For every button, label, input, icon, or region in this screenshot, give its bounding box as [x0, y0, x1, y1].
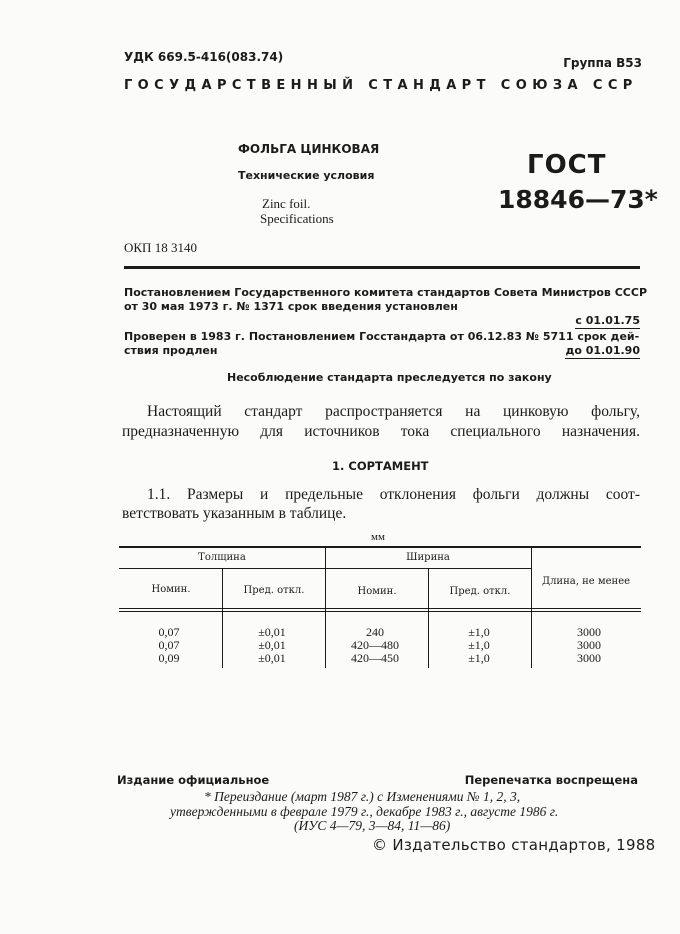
- document-title: ФОЛЬГА ЦИНКОВАЯ: [238, 142, 380, 156]
- group-code: Группа В53: [563, 56, 642, 70]
- table-cell: 0,09: [158, 651, 180, 665]
- effective-date: с 01.01.75: [575, 314, 640, 327]
- table-cell: 240: [366, 625, 384, 639]
- header-width-nom: Номин.: [357, 586, 397, 597]
- resolution-line-3: Проверен в 1983 г. Постановлением Госстандарта от 06.12.83 № 5711 срок дей-: [124, 330, 640, 343]
- intro-line-2: предназначенную для источников тока специального назначения.: [122, 423, 640, 440]
- table-cell: 0,07: [158, 638, 180, 652]
- table-cell: 420—480: [351, 638, 399, 652]
- header-thickness: Толщина: [198, 552, 246, 563]
- table-cell: 3000: [577, 625, 601, 639]
- table-cell: ±1,0: [468, 638, 490, 652]
- table-top-rule: [119, 546, 641, 548]
- table-divider: [222, 568, 223, 668]
- cell-thickness-nom: [159, 626, 180, 665]
- intro-line-1: Настоящий стандарт распространяется на цинковую фольгу,: [147, 403, 640, 420]
- header-width-tol: Пред. откл.: [449, 586, 511, 597]
- english-title-line: Zinc foil.: [262, 196, 311, 211]
- table-cell: ±0,01: [258, 651, 286, 665]
- gost-label: ГОСТ: [527, 150, 607, 180]
- resolution-line-4: ствия продлен: [124, 344, 218, 357]
- table-cell: ±1,0: [468, 651, 490, 665]
- document-subtitle: Технические условия: [238, 169, 375, 182]
- table-divider: [428, 568, 429, 668]
- table-header-rule-2: [119, 611, 641, 612]
- footnote-line-1: * Переиздание (март 1987 г.) с Изменениями № 1, 2, 3,: [204, 789, 521, 804]
- noncompliance-notice: Несоблюдение стандарта преследуется по закону: [227, 371, 552, 384]
- english-title: [260, 196, 334, 226]
- table-cell: ±0,01: [258, 625, 286, 639]
- table-cell: 3000: [577, 638, 601, 652]
- table-cell: 0,07: [158, 625, 180, 639]
- cell-width-tol: [468, 626, 490, 665]
- cell-length: [577, 626, 601, 665]
- table-unit: мм: [371, 531, 385, 543]
- reprint-notice: Перепечатка воспрещена: [464, 773, 638, 787]
- table-header-rule: [119, 608, 641, 609]
- table-cell: 420—450: [351, 651, 399, 665]
- state-standard-banner: ГОСУДАРСТВЕННЫЙ СТАНДАРТ СОЮЗА ССР: [124, 78, 638, 93]
- table-divider: [325, 548, 326, 668]
- cell-thickness-tol: [258, 626, 286, 665]
- header-width: Ширина: [406, 552, 450, 563]
- header-thickness-tol: Пред. откл.: [243, 585, 305, 596]
- table-cell: 3000: [577, 651, 601, 665]
- section-heading: 1. СОРТАМЕНТ: [332, 459, 429, 473]
- table-cell: ±1,0: [468, 625, 490, 639]
- resolution-line-1: Постановлением Государственного комитета стандартов Совета Министров СССР: [124, 286, 647, 299]
- resolution-line-2: от 30 мая 1973 г. № 1371 срок введения установлен: [124, 300, 458, 313]
- header-divider: [124, 266, 640, 269]
- clause-line-2: ветствовать указанным в таблице.: [122, 505, 347, 522]
- table-divider: [531, 548, 532, 668]
- copyright: © Издательство стандартов, 1988: [372, 836, 656, 854]
- english-subtitle-line: Specifications: [260, 211, 334, 226]
- edition-label: Издание официальное: [117, 773, 270, 787]
- header-length: Длина, не менее: [541, 576, 631, 587]
- extension-date: до 01.01.90: [565, 344, 640, 357]
- intro-paragraph: [122, 402, 640, 442]
- footnote-line-2: утвержденными в феврале 1979 г., декабре 1983 г., августе 1986 г.: [170, 804, 559, 819]
- udk-code: УДК 669.5-416(083.74): [124, 50, 284, 64]
- okp-code: ОКП 18 3140: [124, 240, 197, 255]
- gost-number: 18846—73*: [498, 185, 658, 214]
- cell-width-nom: [351, 626, 399, 665]
- dimensions-table: [119, 546, 641, 668]
- table-cell: ±0,01: [258, 638, 286, 652]
- header-thickness-nom: Номин.: [151, 584, 191, 595]
- footnote-line-3: (ИУС 4—79, 3—84, 11—86): [294, 818, 451, 833]
- clause-line-1: 1.1. Размеры и предельные отклонения фольги должны соот-: [147, 486, 640, 503]
- clause-1-1: [122, 485, 640, 523]
